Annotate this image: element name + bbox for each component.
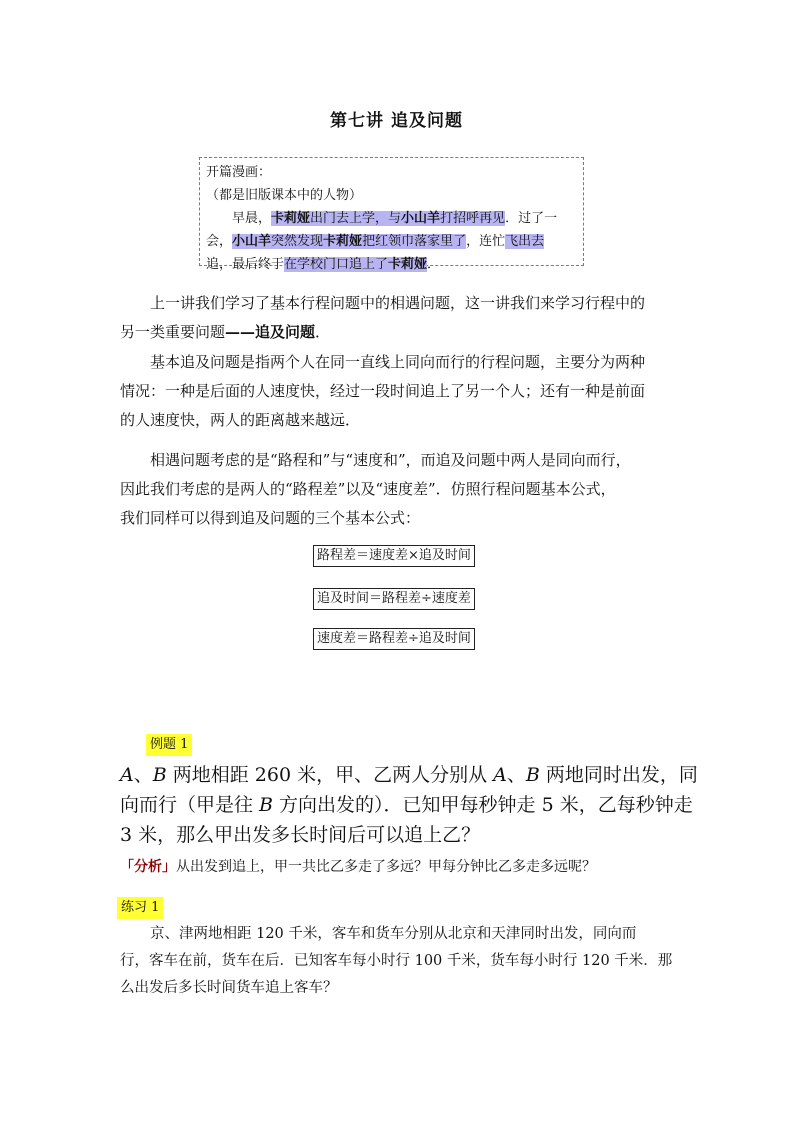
intro-comic-box <box>199 157 584 272</box>
paragraph-text: 基本追及问题是指两个人在同一直线上同向而行的行程问题，主要分为两种 <box>150 353 646 371</box>
intro-note: （都是旧版课本中的人物） <box>206 188 363 203</box>
problem-text: 两地相距 260 米，甲、乙两人分别从 <box>166 764 494 786</box>
problem-text: 3 米，那么甲出发多长时间后可以追上乙？ <box>120 824 481 846</box>
key-term: ——追及问题 <box>225 323 316 341</box>
intro-line-3 <box>206 253 577 276</box>
paragraph-text: 相遇问题考虑的是“路程和”与“速度和”，而追及问题中两人是同向而行， <box>150 451 631 469</box>
character-name: 小山羊 <box>232 234 272 249</box>
problem-text: 行，客车在前，货车在后．已知客车每小时行 100 千米，货车每小时行 120 千米．那 <box>120 953 673 969</box>
paragraph-text: 的人速度快，两人的距离越来越远． <box>120 411 361 429</box>
problem-text: 么出发后多长时间货车追上客车？ <box>120 980 338 996</box>
variable-a: A <box>120 764 134 786</box>
character-name: 小山羊 <box>401 211 441 226</box>
intro-line-1 <box>206 207 577 230</box>
practice-1-problem <box>120 921 680 1002</box>
character-name: 卡莉娅 <box>388 257 428 272</box>
variable-a: A <box>493 764 507 786</box>
intro-text: 早晨， <box>232 211 272 226</box>
analysis-text: 从出发到追上，甲一共比乙多走了多远？甲每分钟比乙多走多远呢？ <box>176 859 596 875</box>
paragraph-1 <box>120 289 673 347</box>
problem-text: 京、津两地相距 120 千米，客车和货车分别从北京和天津同时出发，同向而 <box>150 926 637 942</box>
intro-heading: 开篇漫画： <box>206 165 272 180</box>
intro-text: 追，最后终于 <box>206 257 285 272</box>
intro-text: ．过了一 <box>505 211 558 226</box>
paragraph-text: 情况：一种是后面的人速度快，经过一段时间追上了另一个人；还有一种是前面 <box>120 382 646 400</box>
character-name: 卡莉娅 <box>323 234 363 249</box>
paragraph-2 <box>120 348 673 435</box>
intro-line-2 <box>206 230 577 253</box>
intro-text: ，连忙 <box>466 234 506 249</box>
problem-text: 、 <box>506 764 526 786</box>
problem-text: 向而行（甲是往 <box>120 794 260 816</box>
intro-text: 把红领巾落家里了 <box>362 234 467 249</box>
character-name: 卡莉娅 <box>271 211 311 226</box>
example-1-analysis <box>120 857 596 877</box>
problem-text: 方向出发的）．已知甲每秒钟走 5 米，乙每秒钟走 <box>273 794 693 816</box>
variable-b: B <box>152 764 167 786</box>
variable-b: B <box>525 764 540 786</box>
example-1-tag: 例题 1 <box>146 734 192 756</box>
formula-speed-difference: 速度差＝路程差÷追及时间 <box>313 628 475 650</box>
problem-text: 两地同时出发，同 <box>539 764 698 786</box>
variable-b: B <box>259 794 274 816</box>
example-1-problem <box>120 760 698 850</box>
paragraph-text: 另一类重要问题 <box>120 323 226 341</box>
analysis-label: 「分析」 <box>120 859 176 875</box>
intro-text: 在学校门口追上了 <box>284 257 389 272</box>
paragraph-text: ． <box>315 323 331 341</box>
intro-text: 出门去上学，与 <box>310 211 402 226</box>
formula-chase-time: 追及时间＝路程差÷速度差 <box>313 588 475 610</box>
intro-text: 飞出去 <box>505 234 545 249</box>
intro-text: ． <box>427 257 441 272</box>
paragraph-text: 我们同样可以得到追及问题的三个基本公式： <box>120 509 421 527</box>
intro-text: 突然发现 <box>271 234 324 249</box>
paragraph-text: 上一讲我们学习了基本行程问题中的相遇问题，这一讲我们来学习行程中的 <box>150 294 646 312</box>
practice-1-tag: 练习 1 <box>117 897 163 919</box>
intro-text: 打招呼再见 <box>440 211 506 226</box>
formula-distance-difference: 路程差＝速度差×追及时间 <box>313 545 475 567</box>
paragraph-text: 因此我们考虑的是两人的“路程差”以及“速度差”．仿照行程问题基本公式， <box>120 480 616 498</box>
problem-text: 、 <box>133 764 153 786</box>
paragraph-3 <box>120 446 673 533</box>
page-title: 第七讲 追及问题 <box>330 111 463 131</box>
intro-text: 会， <box>206 234 233 249</box>
